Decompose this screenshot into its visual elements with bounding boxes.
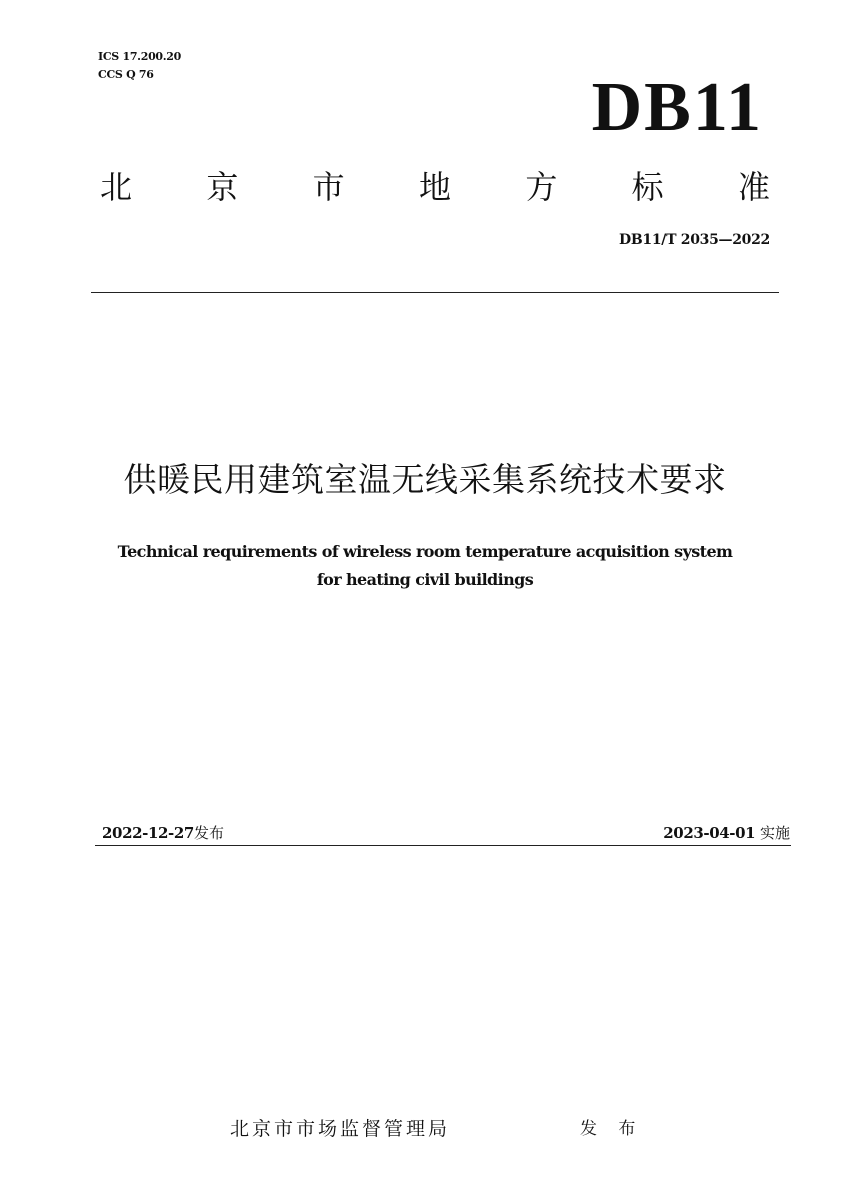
issue-date: 2022-12-27 (102, 824, 194, 842)
heading-char: 北 (100, 168, 133, 206)
title-english (0, 538, 850, 594)
ccs-code: CCS Q 76 (98, 68, 154, 81)
footer-divider (95, 845, 791, 846)
heading-char: 准 (737, 168, 770, 206)
heading-char: 地 (418, 168, 451, 206)
implement-label: 实施 (759, 824, 790, 842)
publish-label: 发 布 (580, 1119, 644, 1139)
db11-logo: DB11 (591, 69, 763, 146)
header-divider (91, 292, 779, 293)
implement-date-block (663, 822, 790, 844)
heading-char: 方 (525, 168, 558, 206)
heading-char: 京 (206, 168, 239, 206)
implement-date: 2023-04-01 (663, 824, 756, 842)
standard-number: DB11/T 2035—2022 (619, 232, 770, 248)
ics-code: ICS 17.200.20 (98, 50, 182, 63)
issuing-authority: 北京市市场监督管理局 (230, 1118, 451, 1140)
heading-char: 标 (631, 168, 664, 206)
classification-codes (98, 48, 181, 84)
issue-label: 发布 (193, 824, 224, 842)
title-english-line-1: Technical requirements of wireless room temperature acquisition system (117, 542, 733, 561)
heading-char: 市 (312, 168, 345, 206)
title-chinese: 供暖民用建筑室温无线采集系统技术要求 (123, 460, 727, 499)
standard-type-heading (100, 165, 770, 209)
issue-date-block (102, 822, 224, 844)
title-english-line-2: for heating civil buildings (316, 570, 534, 589)
